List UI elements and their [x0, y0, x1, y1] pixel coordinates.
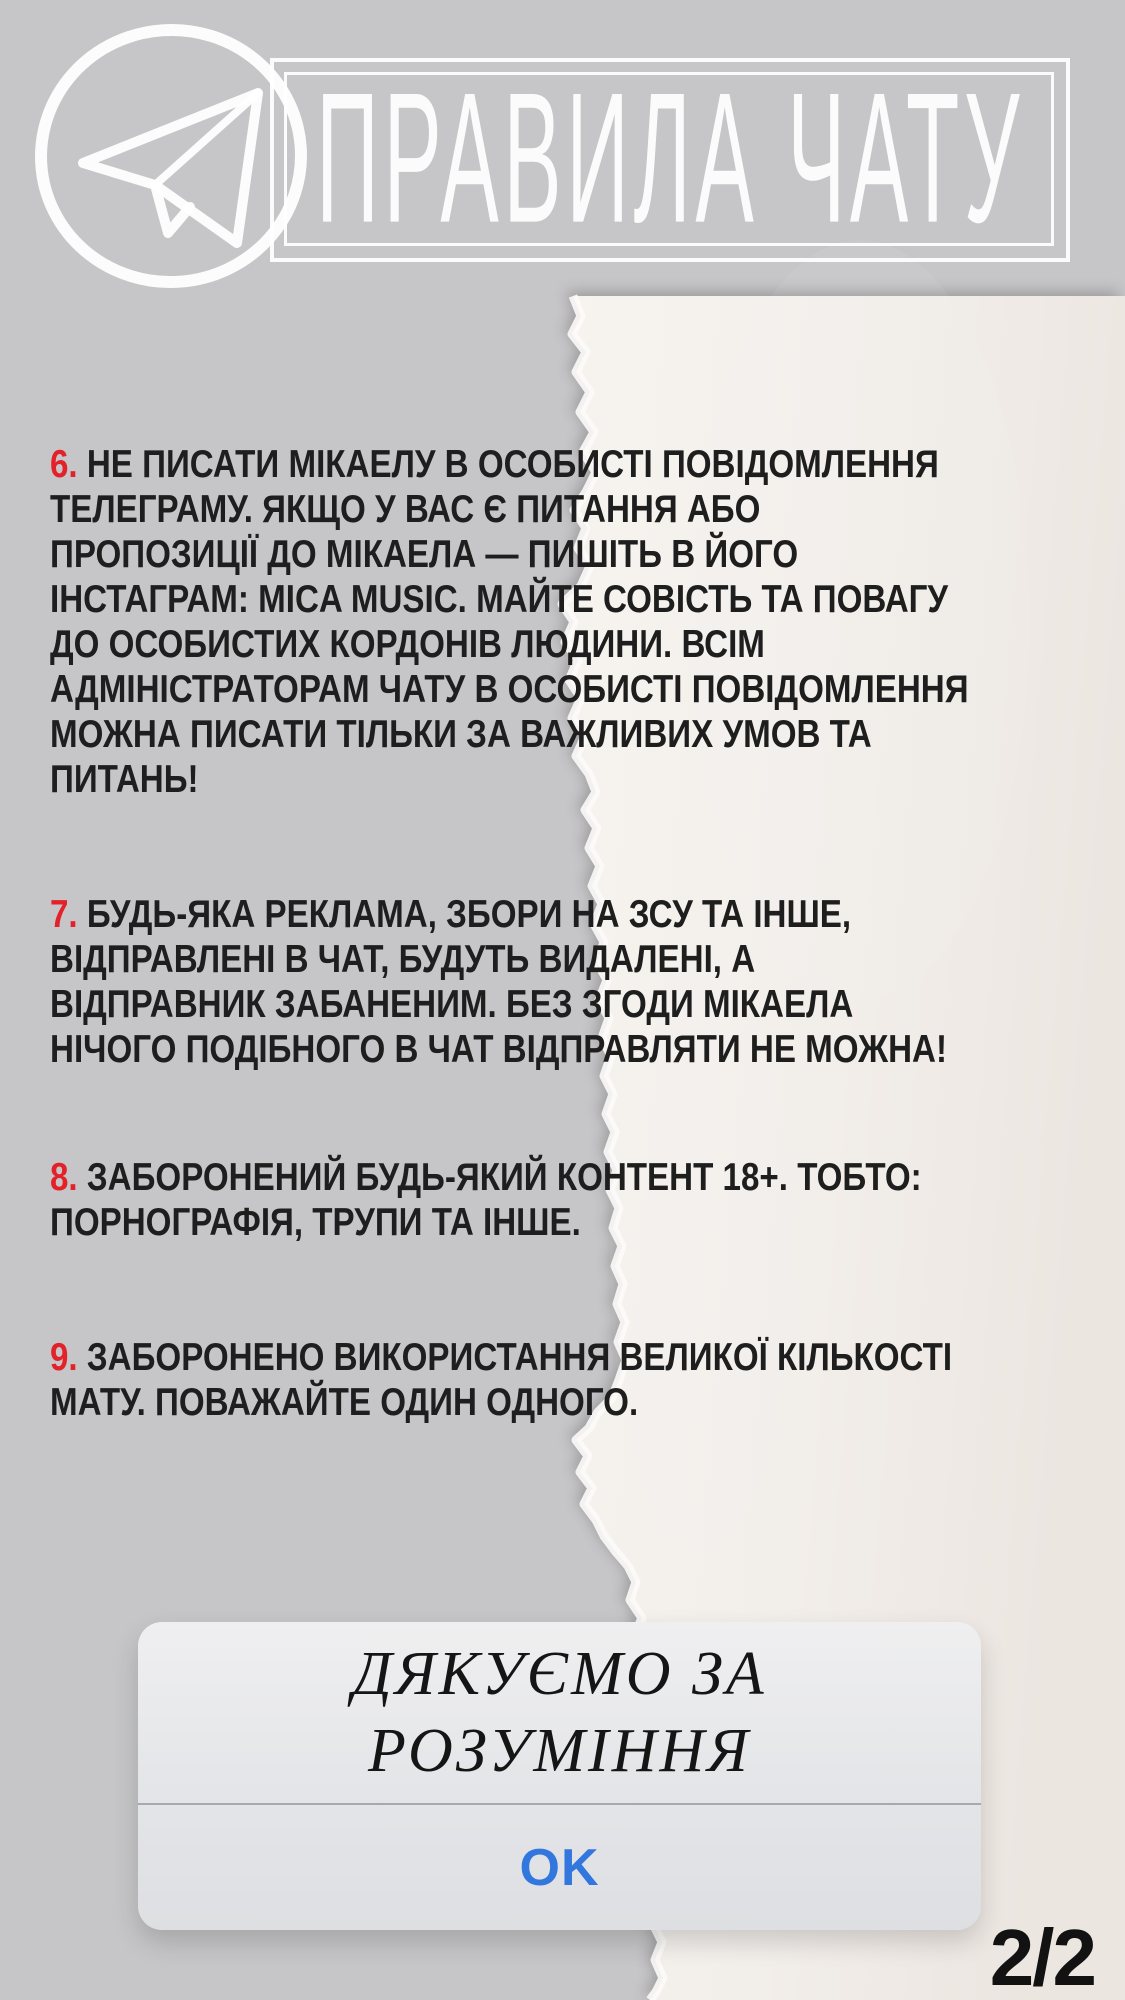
- rule-line: ВІДПРАВЛЕНІ В ЧАТ, БУДУТЬ ВИДАЛЕНІ, А: [50, 938, 756, 981]
- rule-line: ПРОПОЗИЦІЇ ДО МІКАЕЛА — ПИШІТЬ В ЙОГО: [50, 533, 799, 576]
- telegram-paper-plane-icon: [25, 15, 325, 300]
- rule-line: 8. ЗАБОРОНЕНИЙ БУДЬ-ЯКИЙ КОНТЕНТ 18+. ТОБТО:: [50, 1156, 922, 1199]
- page-indicator: 2/2: [989, 1913, 1095, 2000]
- rule-item-8: [50, 1155, 922, 1245]
- rule-line: 9. ЗАБОРОНЕНО ВИКОРИСТАННЯ ВЕЛИКОЇ КІЛЬКОСТІ: [50, 1336, 953, 1379]
- dialog-title: [138, 1622, 981, 1803]
- rule-line: НІЧОГО ПОДІБНОГО В ЧАТ ВІДПРАВЛЯТИ НЕ МОЖНА!: [50, 1028, 948, 1071]
- rule-line: ІНСТАГРАМ: MICA MUSIC. МАЙТЕ СОВІСТЬ ТА ПОВАГУ: [50, 578, 949, 621]
- rule-item-7: [50, 892, 947, 1072]
- rule-item-6: [50, 442, 969, 802]
- rule-number: 6.: [50, 443, 78, 486]
- rule-number: 9.: [50, 1336, 78, 1379]
- rule-line: 7. БУДЬ-ЯКА РЕКЛАМА, ЗБОРИ НА ЗСУ ТА ІНШЕ,: [50, 893, 852, 936]
- rule-line: 6. НЕ ПИСАТИ МІКАЕЛУ В ОСОБИСТІ ПОВІДОМЛЕННЯ: [50, 443, 939, 486]
- rule-line: ТЕЛЕГРАМУ. ЯКЩО У ВАС Є ПИТАННЯ АБО: [50, 488, 761, 531]
- thanks-dialog: [138, 1622, 981, 1930]
- rule-line: ВІДПРАВНИК ЗАБАНЕНИМ. БЕЗ ЗГОДИ МІКАЕЛА: [50, 983, 854, 1026]
- dialog-title-line: РОЗУМІННЯ: [367, 1716, 751, 1785]
- rule-line: АДМІНІСТРАТОРАМ ЧАТУ В ОСОБИСТІ ПОВІДОМЛЕННЯ: [50, 668, 969, 711]
- rule-line: МОЖНА ПИСАТИ ТІЛЬКИ ЗА ВАЖЛИВИХ УМОВ ТА: [50, 713, 872, 756]
- rule-number: 7.: [50, 893, 78, 936]
- rule-item-9: [50, 1335, 952, 1425]
- rule-number: 8.: [50, 1156, 78, 1199]
- rule-line: ПОРНОГРАФІЯ, ТРУПИ ТА ІНШЕ.: [50, 1201, 581, 1244]
- rule-line: ДО ОСОБИСТИХ КОРДОНІВ ЛЮДИНИ. ВСІМ: [50, 623, 765, 666]
- header: [270, 54, 1070, 262]
- rule-line: ПИТАНЬ!: [50, 758, 199, 801]
- ok-button[interactable]: OK: [519, 1838, 600, 1897]
- page-title: ПРАВИЛА ЧАТУ: [316, 54, 1025, 262]
- rule-line: МАТУ. ПОВАЖАЙТЕ ОДИН ОДНОГО.: [50, 1381, 639, 1424]
- dialog-title-line: ДЯКУЄМО ЗА: [352, 1639, 767, 1708]
